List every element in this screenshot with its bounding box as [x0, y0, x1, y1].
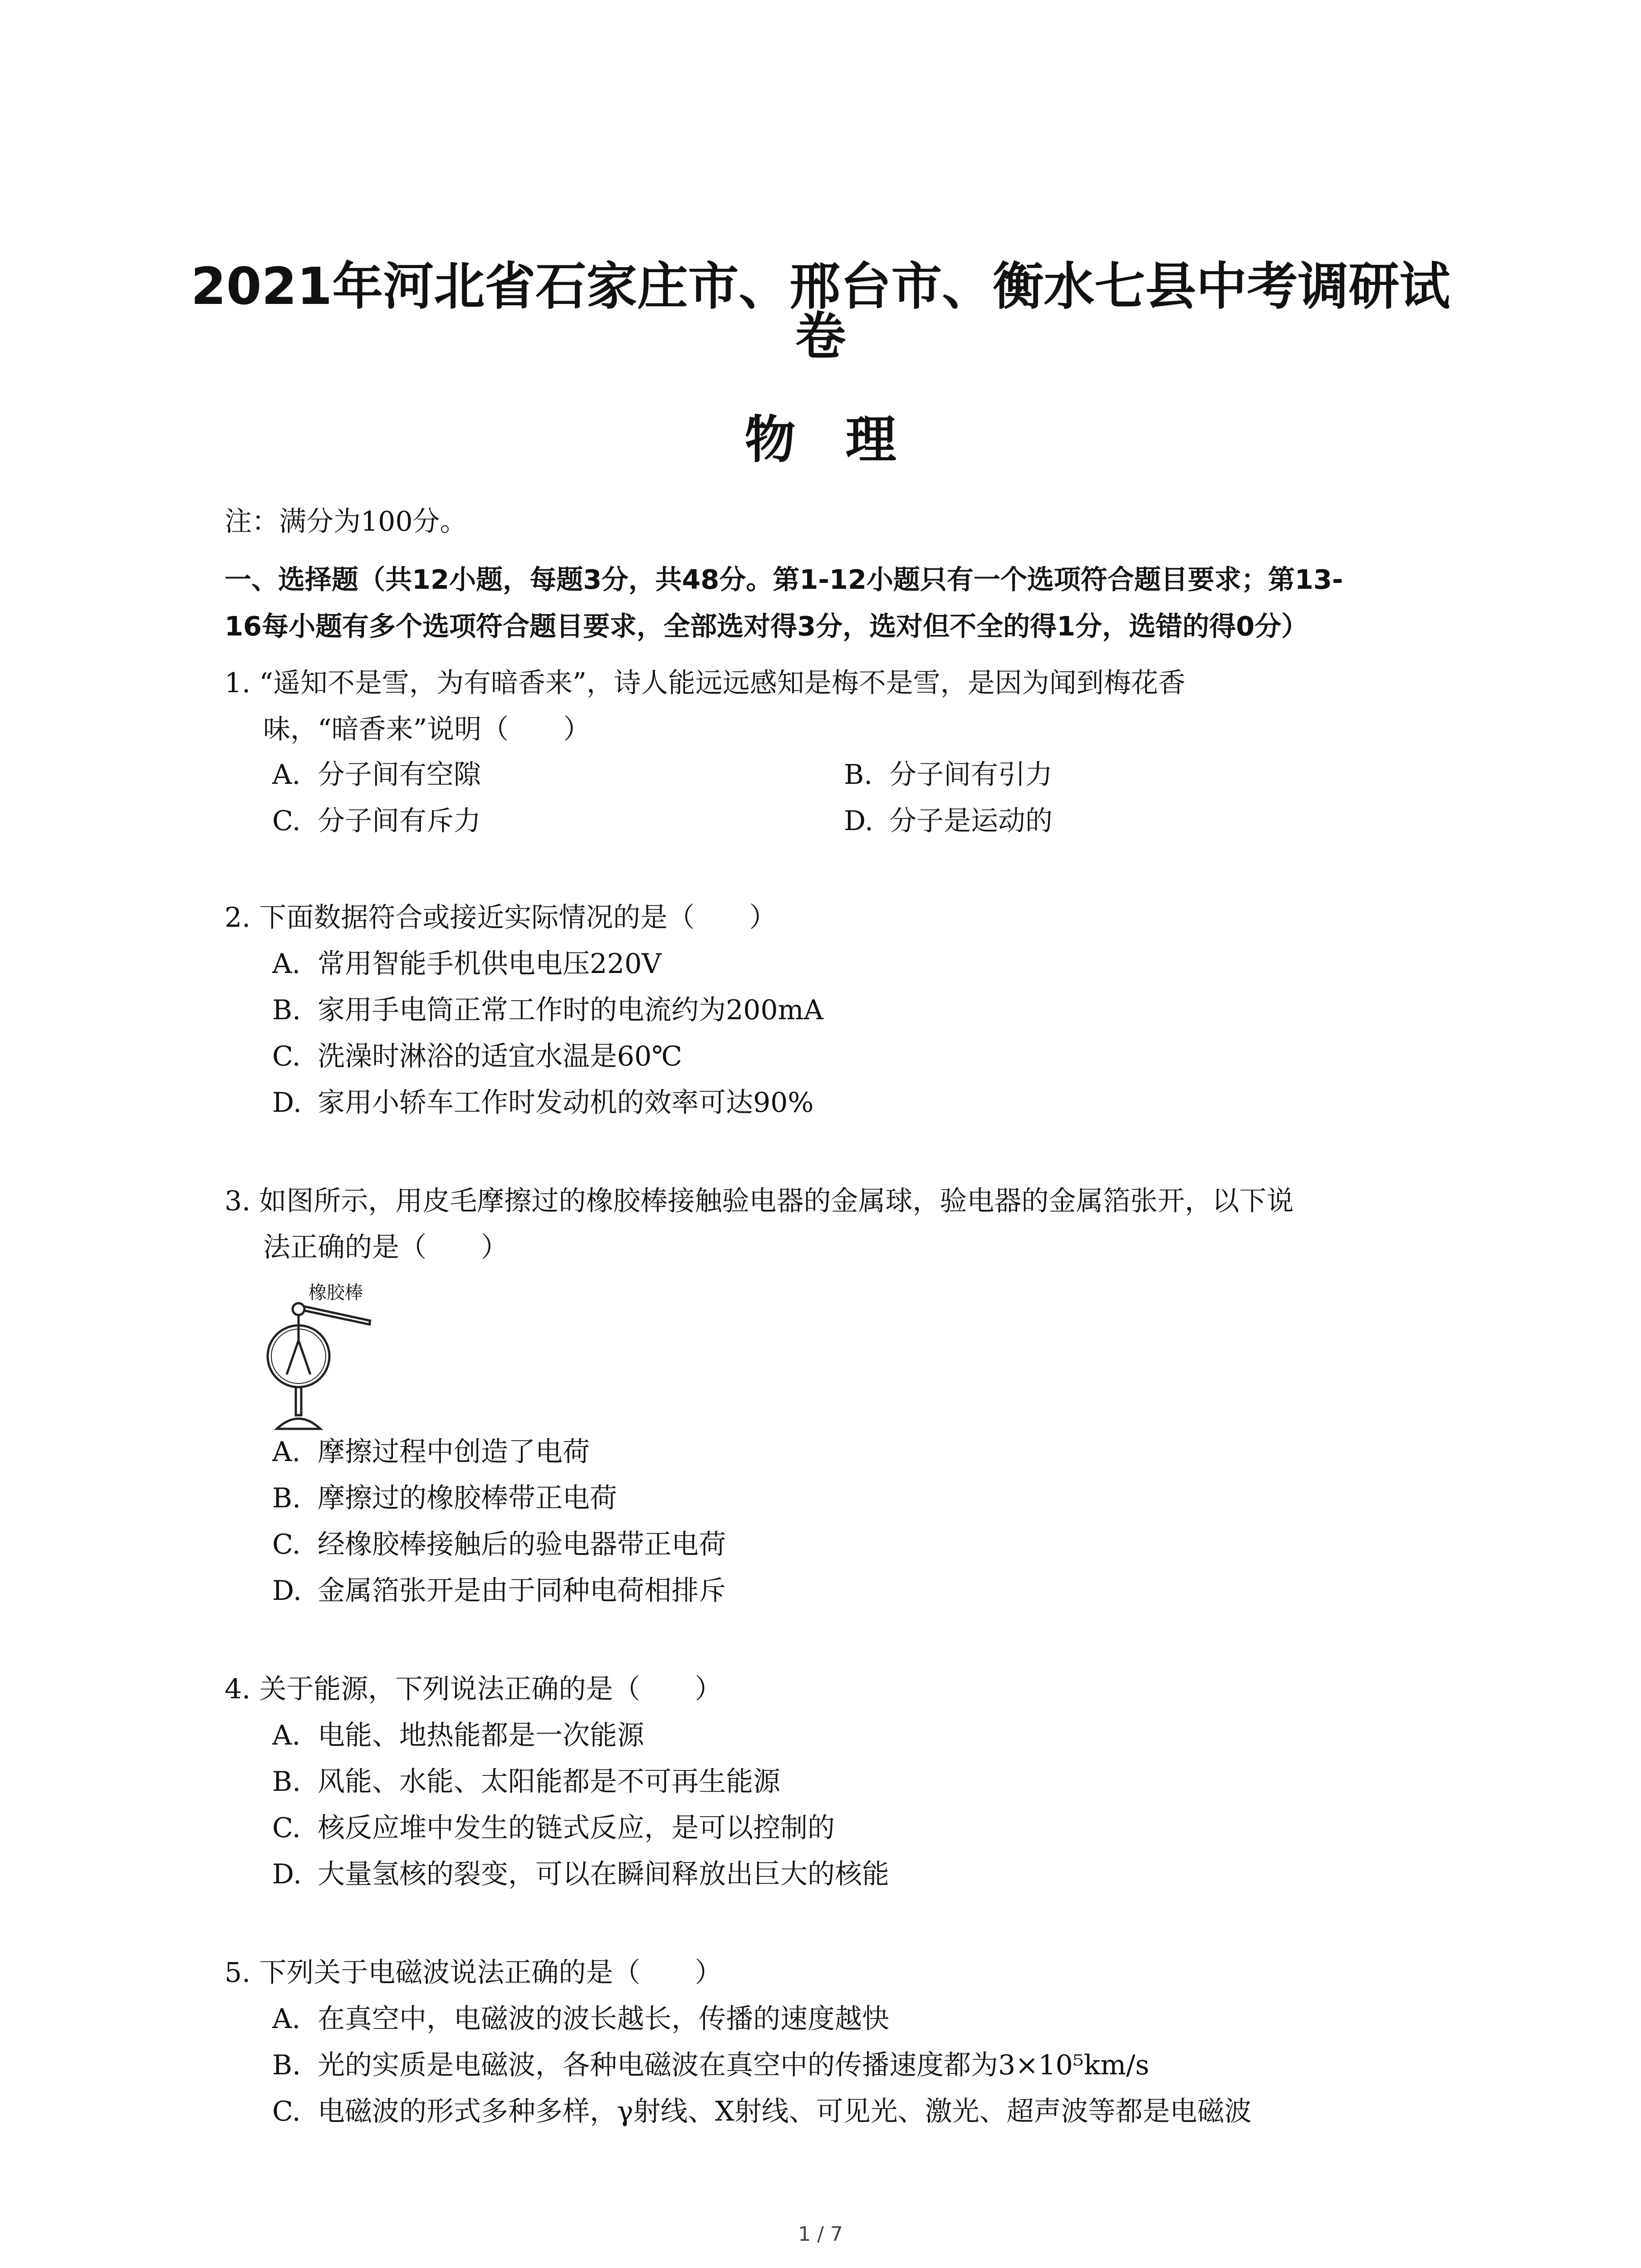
- metal-ball: [293, 1303, 304, 1315]
- option-text: 金属箔张开是由于同种电荷相排斥: [318, 1575, 726, 1607]
- option-text: 常用智能手机供电电压220V: [318, 948, 661, 980]
- option-letter: A.: [272, 2003, 301, 2035]
- option-letter: C.: [272, 2096, 301, 2127]
- question-2-option-c: [272, 1039, 682, 1074]
- option-letter: B.: [272, 994, 301, 1026]
- question-4-option-c: [272, 1811, 835, 1845]
- option-text: 光的实质是电磁波，各种电磁波在真空中的传播速度都为3×10⁵km/s: [318, 2049, 1150, 2081]
- question-1-option-c: [272, 804, 481, 838]
- option-letter: B.: [272, 2049, 301, 2081]
- exam-title-line1: 2021年河北省石家庄市、邢台市、衡水七县中考调研试: [191, 257, 1450, 316]
- option-text: 电能、地热能都是一次能源: [318, 1720, 644, 1751]
- metal-foil-right: [299, 1340, 310, 1374]
- subject-title: 物理: [745, 411, 946, 469]
- option-letter: A.: [272, 759, 301, 791]
- option-letter: C.: [272, 1529, 301, 1560]
- question-2-option-a: [272, 947, 661, 981]
- option-letter: B.: [272, 1482, 301, 1514]
- question-4-option-d: [272, 1857, 889, 1892]
- option-text: 分子间有引力: [889, 759, 1053, 791]
- page-number: 1 / 7: [798, 2223, 843, 2246]
- section-heading-line2: 16每小题有多个选项符合题目要求，全部选对得3分，选对但不全的得1分，选错的得0分）: [225, 611, 1308, 642]
- option-text: 经橡胶棒接触后的验电器带正电荷: [318, 1529, 726, 1560]
- option-text: 家用小轿车工作时发动机的效率可达90%: [318, 1087, 814, 1119]
- option-letter: B.: [272, 1766, 301, 1798]
- question-4-option-b: [272, 1765, 780, 1799]
- option-letter: B.: [844, 759, 873, 791]
- electroscope-figure: [259, 1297, 377, 1433]
- question-1-option-a: [272, 758, 481, 792]
- option-letter: D.: [272, 1858, 302, 1890]
- question-3-stem-line1: 3. 如图所示，用皮毛摩擦过的橡胶棒接触验电器的金属球，验电器的金属箔张开，以下说: [225, 1185, 1294, 1217]
- option-letter: D.: [272, 1575, 302, 1607]
- question-3-option-b: [272, 1481, 617, 1515]
- question-5-option-b: [272, 2048, 1149, 2082]
- option-letter: C.: [272, 1041, 301, 1072]
- option-text: 洗澡时淋浴的适宜水温是60℃: [318, 1041, 682, 1072]
- question-1-option-d: [844, 804, 1053, 838]
- question-2-option-d: [272, 1085, 813, 1120]
- option-letter: C.: [272, 805, 301, 837]
- option-text: 分子间有空隙: [318, 759, 481, 791]
- question-5-option-a: [272, 2002, 889, 2036]
- question-3-option-d: [272, 1574, 726, 1608]
- question-2-option-b: [272, 993, 823, 1027]
- option-letter: C.: [272, 1812, 301, 1844]
- option-letter: A.: [272, 948, 301, 980]
- option-text: 大量氢核的裂变，可以在瞬间释放出巨大的核能: [318, 1858, 889, 1890]
- question-3-stem-line2: 法正确的是（ ）: [263, 1232, 508, 1263]
- question-4-stem: 4. 关于能源，下列说法正确的是（ ）: [225, 1673, 722, 1705]
- option-text: 分子间有斥力: [318, 805, 481, 837]
- question-3-option-c: [272, 1527, 726, 1562]
- section-heading-line1: 一、选择题（共12小题，每题3分，共48分。第1-12小题只有一个选项符合题目要求；第13-: [225, 564, 1343, 595]
- option-text: 核反应堆中发生的链式反应，是可以控制的: [318, 1812, 835, 1844]
- question-5-stem: 5. 下列关于电磁波说法正确的是（ ）: [225, 1957, 722, 1989]
- option-text: 摩擦过程中创造了电荷: [318, 1436, 590, 1468]
- stand: [296, 1387, 301, 1415]
- option-text: 电磁波的形式多种多样，γ射线、X射线、可见光、激光、超声波等都是电磁波: [318, 2096, 1252, 2127]
- option-text: 摩擦过的橡胶棒带正电荷: [318, 1482, 617, 1514]
- figure-label-rubber-rod: 橡胶棒: [309, 1282, 363, 1303]
- question-1-stem-line1: 1. “遥知不是雪，为有暗香来”，诗人能远远感知是梅不是雪，是因为闻到梅花香: [225, 667, 1185, 699]
- option-letter: A.: [272, 1720, 301, 1751]
- option-text: 风能、水能、太阳能都是不可再生能源: [318, 1766, 780, 1798]
- question-1-stem-line2: 味，“暗香来”说明（ ）: [263, 714, 591, 745]
- question-5-option-c: [272, 2094, 1252, 2129]
- option-letter: D.: [272, 1087, 302, 1119]
- option-letter: A.: [272, 1436, 301, 1468]
- question-1-option-b: [844, 758, 1053, 792]
- option-letter: D.: [844, 805, 874, 837]
- question-4-option-a: [272, 1718, 644, 1753]
- exam-title-line2: 卷: [795, 307, 846, 366]
- question-3-option-a: [272, 1435, 590, 1469]
- score-note: 注：满分为100分。: [225, 506, 467, 538]
- option-text: 分子是运动的: [889, 805, 1053, 837]
- question-2-stem: 2. 下面数据符合或接近实际情况的是（ ）: [225, 902, 777, 934]
- option-text: 家用手电筒正常工作时的电流约为200mA: [318, 994, 823, 1026]
- metal-foil-left: [287, 1340, 299, 1374]
- option-text: 在真空中，电磁波的波长越长，传播的速度越快: [318, 2003, 889, 2035]
- base: [277, 1419, 320, 1429]
